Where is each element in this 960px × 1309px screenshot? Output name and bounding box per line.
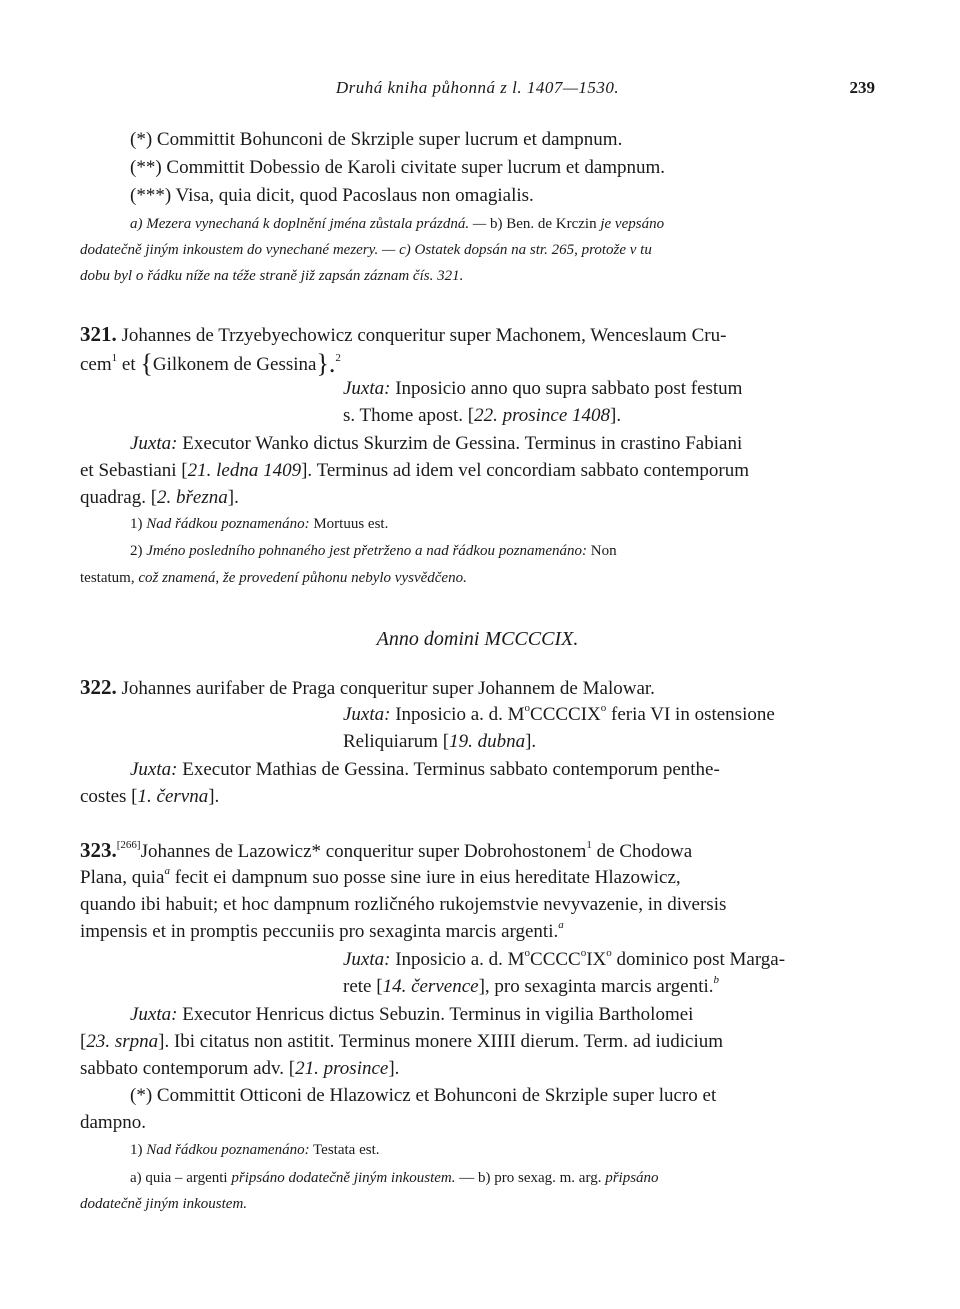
date-note: 21. ledna 1409 — [187, 460, 302, 481]
entry-number: 323. — [80, 838, 117, 862]
executor-line — [130, 432, 875, 456]
entry-323-line — [80, 838, 875, 864]
footnote-ref: 2 — [335, 351, 341, 364]
executor-line — [80, 1030, 875, 1054]
juxta-line — [343, 975, 875, 999]
juxta-text: CCCCIX — [530, 704, 601, 725]
commit-note-2: (**) Committit Dobessio de Karoli civitate super lucrum et dampnum. — [130, 157, 666, 178]
juxta-text: feria VI in ostensione — [606, 704, 775, 725]
executor-text: ]. Ibi citatus non astitit. Terminus monere XIIII dierum. Term. ad iudicium — [158, 1031, 724, 1052]
superscript: o — [606, 946, 612, 959]
footnote-text: připsáno dodatečně jiným inkoustem. — [231, 1170, 456, 1186]
page-reference: [266] — [116, 838, 141, 851]
running-title: Druhá kniha půhonná z l. 1407—1530. — [335, 78, 620, 97]
footnote-text: připsáno — [605, 1170, 659, 1186]
entry-text: Johannes de Trzyebyechowicz conqueritur super Machonem, Wenceslaum Cru- — [121, 325, 727, 346]
executor-text: Executor Henricus dictus Sebuzin. Terminus in vigilia Bartholomei — [177, 1004, 694, 1025]
executor-text: ]. — [208, 786, 220, 807]
juxta-text: s. Thome apost. [ — [343, 405, 475, 426]
date-note: 23. srpna — [86, 1031, 159, 1052]
footnote-text: Jméno posledního pohnaného jest přetrženo a nad řádkou poznamenáno: — [146, 543, 588, 559]
juxta-label: Juxta: — [130, 433, 178, 454]
entry-323-line: quando ibi habuit; et hoc dampnum rozličného rukojemstvie nevyvazenie, in diversis — [80, 894, 727, 915]
page-header — [80, 78, 875, 104]
footnote-marker: 1) — [130, 1142, 147, 1158]
executor-text: [ — [80, 1031, 87, 1052]
footnote-text: Mortuus est. — [309, 516, 389, 532]
date-note: 1. června — [137, 786, 209, 807]
executor-text: costes [ — [80, 786, 138, 807]
date-note: 21. prosince — [295, 1058, 389, 1079]
entry-text: Johannes de Lazowicz* conqueritur super Dobrohostonem — [140, 841, 587, 862]
entry-321-line — [80, 322, 875, 348]
juxta-text: Inposicio a. d. M — [390, 949, 525, 970]
date-note: 14. července — [382, 976, 479, 997]
struck-name: Gilkonem de Gessina — [152, 354, 317, 375]
commit-note-3: (***) Visa, quia dicit, quod Pacoslaus non omagialis. — [130, 185, 534, 206]
juxta-label: Juxta: — [343, 949, 391, 970]
year-heading: Anno domini MCCCCIX. — [376, 628, 579, 650]
footnote-line — [80, 266, 875, 286]
executor-line — [130, 758, 875, 782]
footnote-ref: a — [164, 864, 170, 877]
footnote-c: c) Ostatek dopsán na str. 265, protože v tu — [399, 242, 652, 258]
entry-number: 321. — [80, 322, 117, 346]
footnote-line — [130, 1168, 875, 1188]
footnote-line — [80, 1194, 875, 1214]
superscript: o — [580, 946, 587, 959]
juxta-text: IX — [586, 949, 607, 970]
executor-text: et Sebastiani [ — [80, 460, 188, 481]
entry-322-line — [80, 675, 875, 701]
entry-text: de Chodowa — [591, 841, 693, 862]
footnote-text: což znamená, že provedení půhonu nebylo vysvědčeno. — [138, 570, 467, 586]
juxta-text: Inposicio a. d. M — [390, 704, 525, 725]
footnote-text: Nad řádkou poznamenáno: — [146, 516, 310, 532]
entry-text: fecit ei dampnum suo posse sine iure in eius hereditate Hlazowicz, — [169, 867, 681, 888]
executor-line — [80, 459, 875, 483]
juxta-label: Juxta: — [130, 759, 178, 780]
footnote-line — [130, 514, 875, 534]
footnote-text: Testata est. — [309, 1142, 380, 1158]
footnote-line — [80, 568, 875, 588]
footnote-text: dodatečně jiným inkoustem. — [80, 1196, 248, 1212]
commit-note: dampno. — [80, 1112, 146, 1133]
executor-text: sabbato contemporum adv. [ — [80, 1058, 296, 1079]
commit-note-1: (*) Committit Bohunconi de Skrziple super lucrum et dampnum. — [130, 129, 623, 150]
entry-321-line — [80, 350, 875, 377]
entry-323-line — [80, 866, 875, 890]
executor-text: Executor Mathias de Gessina. Terminus sabbato contemporum penthe- — [177, 759, 720, 780]
footnote-line — [80, 240, 875, 260]
juxta-text: CCCC — [530, 949, 581, 970]
entry-323-line — [80, 920, 875, 944]
footnote-ref: 1 — [111, 351, 118, 364]
footnote-text: — b) pro sexag. m. arg. — [455, 1170, 606, 1186]
superscript: o — [600, 701, 607, 714]
footnote-b-text: je vepsáno — [600, 216, 665, 232]
superscript: o — [524, 946, 531, 959]
footnote-text: testatum, — [80, 570, 139, 586]
date-note: 22. prosince 1408 — [474, 405, 611, 426]
footnote-line — [130, 541, 875, 561]
commit-note: (*) Committit Otticoni de Hlazowicz et Bohunconi de Skrziple super lucro et — [130, 1085, 717, 1106]
executor-line — [80, 785, 875, 809]
executor-line — [130, 1003, 875, 1027]
juxta-label: Juxta: — [343, 378, 391, 399]
executor-line — [80, 1057, 875, 1081]
juxta-text: ]. — [525, 731, 537, 752]
juxta-text: Reliquiarum [ — [343, 731, 450, 752]
juxta-line — [343, 377, 875, 401]
entry-text: cem — [80, 354, 112, 375]
executor-text: ]. Terminus ad idem vel concordiam sabbato contemporum — [301, 460, 749, 481]
page-number: 239 — [849, 78, 875, 97]
entry-text: Plana, quia — [80, 867, 165, 888]
footnote-b: b) Ben. de Krczin — [489, 216, 601, 232]
footnote-b-cont: dodatečně jiným inkoustem do vynechané mezery. — — [80, 242, 400, 258]
executor-text: ]. — [388, 1058, 400, 1079]
footnote-text: Non — [587, 543, 617, 559]
footnote-ref: a — [558, 918, 564, 931]
juxta-line — [343, 730, 875, 754]
entry-text: impensis et in promptis peccuniis pro sexaginta marcis argenti. — [80, 921, 559, 942]
footnote-c-cont: dobu byl o řádku níže na téže straně již zapsán záznam čís. 321. — [80, 268, 464, 284]
footnote-ref: b — [713, 973, 720, 986]
juxta-text: Inposicio anno quo supra sabbato post festum — [390, 378, 743, 399]
executor-text: Executor Wanko dictus Skurzim de Gessina. Terminus in crastino Fabiani — [177, 433, 743, 454]
entry-text: et — [117, 354, 141, 375]
footnote-line — [130, 214, 875, 234]
juxta-label: Juxta: — [343, 704, 391, 725]
executor-text: ]. — [227, 487, 239, 508]
juxta-line — [343, 404, 875, 428]
entry-text: Johannes aurifaber de Praga conqueritur super Johannem de Malowar. — [121, 678, 655, 699]
executor-text: quadrag. [ — [80, 487, 158, 508]
juxta-line — [343, 948, 875, 972]
footnote-marker: 1) — [130, 516, 147, 532]
footnote-line — [130, 1140, 875, 1160]
footnote-ref: 1 — [586, 838, 592, 851]
juxta-text: ]. — [610, 405, 622, 426]
superscript: o — [524, 701, 531, 714]
date-note: 19. dubna — [449, 731, 526, 752]
juxta-text: ], pro sexaginta marcis argenti. — [478, 976, 714, 997]
juxta-text: dominico post Marga- — [611, 949, 786, 970]
footnote-text: a) quia – argenti — [130, 1170, 232, 1186]
struck-name-brace: }. — [316, 349, 336, 378]
footnote-text: Nad řádkou poznamenáno: — [146, 1142, 310, 1158]
entry-number: 322. — [80, 675, 117, 699]
date-note: 2. března — [157, 487, 228, 508]
struck-name-brace: { — [140, 349, 153, 378]
executor-line — [80, 486, 875, 510]
footnote-marker: 2) — [130, 543, 147, 559]
juxta-label: Juxta: — [130, 1004, 178, 1025]
juxta-line — [343, 703, 875, 727]
footnote-a: a) Mezera vynechaná k doplnění jména zůstala prázdná. — — [130, 216, 490, 232]
juxta-text: rete [ — [343, 976, 383, 997]
